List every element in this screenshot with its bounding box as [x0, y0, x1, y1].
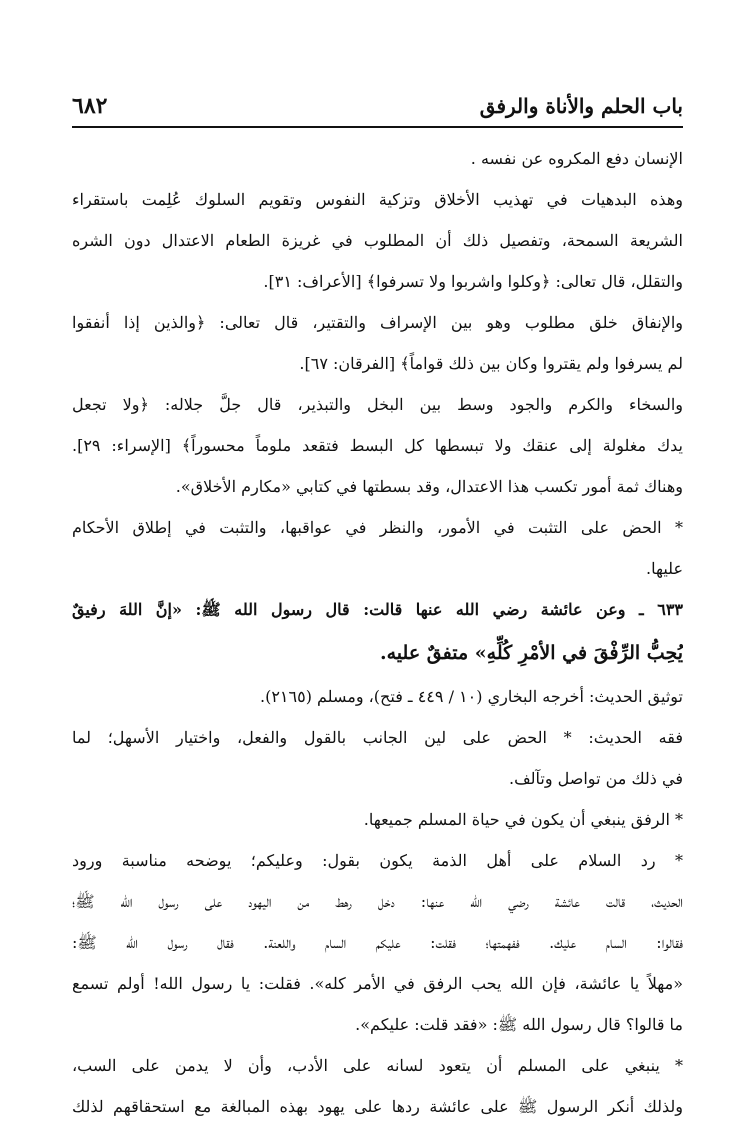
text-line: فقه الحديث: * الحض على لين الجانب بالقول والفعل، واختيار الأسهل؛ لما	[72, 728, 683, 747]
text-line: الشريعة السمحة، وتفصيل ذلك أن المطلوب في غريزة الطعام الاعتدال دون الشره	[72, 231, 683, 250]
page-number: ٦٨٢	[72, 93, 108, 119]
text-line: ما قالوا؟ قال رسول الله ﷺ: «فقد قلت: عليكم».	[355, 1015, 683, 1034]
text-line: «مهلاً يا عائشة، فإن الله يحب الرفق في الأمر كله». فقلت: يا رسول الله! أولم تسمع	[72, 974, 683, 993]
chapter-title: باب الحلم والأناة والرفق	[479, 94, 683, 118]
body-text	[72, 138, 683, 1127]
page-header	[72, 88, 683, 124]
text-line: فقالوا: السام عليك. ففهمتها؛ فقلت: عليكم السام واللعنة. فقال رسول الله ﷺ:	[72, 933, 683, 952]
text-line: * رد السلام على أهل الذمة يكون بقول: وعليكم؛ يوضحه مناسبة ورود	[72, 851, 683, 870]
hadith-line: ٦٣٣ ـ وعن عائشة رضي الله عنها قالت: قال رسول الله ﷺ: «إنَّ اللهَ رفيقٌ	[72, 600, 683, 619]
text-line: وهذه البدهيات في تهذيب الأخلاق وتزكية النفوس وتقويم السلوك عُلِمت باستقراء	[72, 190, 683, 209]
text-line: والسخاء والكرم والجود وسط بين البخل والتبذير، قال جلَّ جلاله: ﴿ولا تجعل	[72, 395, 683, 414]
text-line: في ذلك من تواصل وتآلف.	[508, 769, 683, 788]
text-line: * ينبغي على المسلم أن يتعود لسانه على الأدب، وأن لا يدمن على السب،	[72, 1056, 683, 1075]
text-line: * الرفق ينبغي أن يكون في حياة المسلم جميعها.	[363, 810, 683, 829]
text-line: الحديث، قالت عائشة رضي الله عنها: دخل رهط من اليهود على رسول الله ﷺ؛	[72, 892, 683, 911]
hadith-text-line: يُحِبُّ الرِّفْقَ في الأمْرِ كُلِّهِ» متفقٌ عليه.	[380, 642, 683, 664]
text-line: يدك مغلولة إلى عنقك ولا تبسطها كل البسط فتقعد ملوماً محسوراً﴾ [الإسراء: ٢٩].	[72, 436, 683, 455]
text-line: ولذلك أنكر الرسول ﷺ على عائشة ردها على يهود بهذه المبالغة مع استحقاقهم لذلك	[72, 1097, 683, 1116]
text-line: وهناك ثمة أمور تكسب هذا الاعتدال، وقد بسطتها في كتابي «مكارم الأخلاق».	[175, 477, 683, 496]
text-line: لم يسرفوا ولم يقتروا وكان بين ذلك قواماً﴾ [الفرقان: ٦٧].	[299, 354, 683, 373]
text-line: والتقلل، قال تعالى: ﴿وكلوا واشربوا ولا تسرفوا﴾ [الأعراف: ٣١].	[263, 272, 683, 291]
text-line: الإنسان دفع المكروه عن نفسه .	[470, 149, 683, 168]
text-line: عليها.	[645, 559, 683, 578]
text-line: * الحض على التثبت في الأمور، والنظر في عواقبها، والتثبت في إطلاق الأحكام	[72, 518, 683, 537]
header-rule	[72, 126, 683, 128]
text-line: توثيق الحديث: أخرجه البخاري (١٠ / ٤٤٩ ـ فتح)، ومسلم (٢١٦٥).	[260, 687, 683, 706]
text-line: والإنفاق خلق مطلوب وهو بين الإسراف والتقتير، قال تعالى: ﴿والذين إذا أنفقوا	[72, 313, 683, 332]
